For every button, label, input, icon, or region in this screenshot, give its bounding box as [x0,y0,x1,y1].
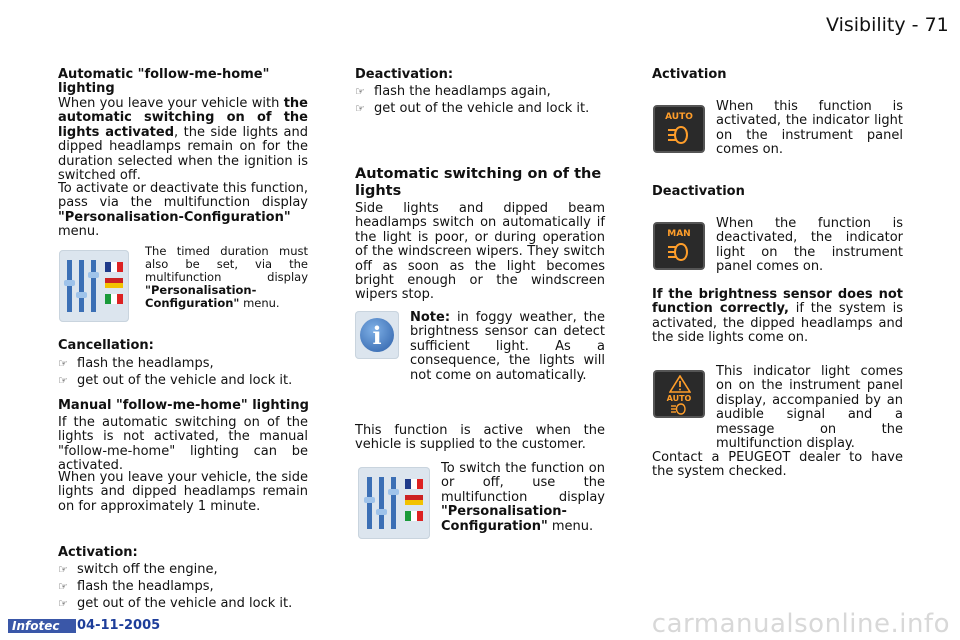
personalisation-menu-icon [59,250,129,322]
paragraph-deactivation-indicator: When the function is deactivated, the indicator light on the instrument panel comes on. [716,216,903,275]
heading-deactivation-indicator: Deactivation [652,184,745,199]
infotec-badge: Infotec [8,619,76,633]
list-item: ☞ flash the headlamps, [58,579,214,594]
list-item: ☞ flash the headlamps again, [355,84,551,99]
paragraph-activation-indicator: When this function is activated, the indicator light on the instrument panel comes on. [716,99,903,158]
heading-cancellation: Cancellation: [58,338,154,353]
auto-headlamp-indicator-icon: AUTO [653,105,705,153]
paragraph-manual-duration: When you leave your vehicle, the side lights and dipped headlamps remain on for approximately 1 minute. [58,470,308,514]
manual-headlamp-indicator-icon: MAN [653,222,705,270]
paragraph-automatic-switching: Side lights and dipped beam headlamps switch on automatically if the light is poor, or during operation of the windscreen wipers. They switch off as soon as the light becomes bright enough or the windscreen wipers stop. [355,201,605,303]
paragraph-sensor-fault: If the brightness sensor does not function correctly, if the system is activated, the dipped headlamps and the side lights come on. [652,287,904,346]
paragraph-activate-deactivate: To activate or deactivate this function, pass via the multifunction display "Personalisation-Configuration" menu. [58,181,309,240]
watermark: carmanualsonline.info [651,609,950,639]
paragraph-auto-intro: When you leave your vehicle with the automatic switching on of the lights activated, the side lights and dipped headlamps remain on for the duration selected when the ignition is switched off. [58,96,308,184]
list-item: ☞ switch off the engine, [58,562,218,577]
list-item: ☞ flash the headlamps, [58,356,214,371]
paragraph-warning-indicator: This indicator light comes on on the instrument panel display, accompanied by an audible signal and a message on the multifunction display. [716,364,903,452]
list-item: ☞ get out of the vehicle and lock it. [58,373,293,388]
paragraph-contact-dealer: Contact a PEUGEOT dealer to have the system checked. [652,450,903,480]
note-foggy-weather: Note: in foggy weather, the brightness sensor can detect sufficient light. As a consequence, the lights will not come on automatically. [410,310,605,383]
list-item: ☞ get out of the vehicle and lock it. [58,596,293,611]
info-icon: i [355,311,399,359]
paragraph-manual-intro: If the automatic switching on of the lights is not activated, the manual "follow-me-home" lighting can be activated. [58,415,308,474]
heading-automatic-switching: Automatic switching on of the lights [355,166,602,199]
page-title: Visibility - 71 [826,14,949,36]
footer-date: 04-11-2005 [77,618,161,633]
heading-activation: Activation: [58,545,138,560]
list-item: ☞ get out of the vehicle and lock it. [355,101,590,116]
heading-deactivation: Deactivation: [355,67,454,82]
warning-indicator-icon: AUTO [653,370,705,418]
heading-manual-follow-me-home: Manual "follow-me-home" lighting [58,398,309,413]
personalisation-menu-icon [358,467,430,539]
tip-switch-function: To switch the function on or off, use the multifunction display "Personalisation-Configuration" menu. [441,461,605,534]
heading-auto-follow-me-home: Automatic "follow-me-home" lighting [58,67,270,97]
note-timed-duration: The timed duration must also be set, via the multifunction display "Personalisation-Configuration" menu. [145,244,308,310]
heading-activation-indicator: Activation [652,67,727,82]
paragraph-active-default: This function is active when the vehicle is supplied to the customer. [355,423,605,453]
